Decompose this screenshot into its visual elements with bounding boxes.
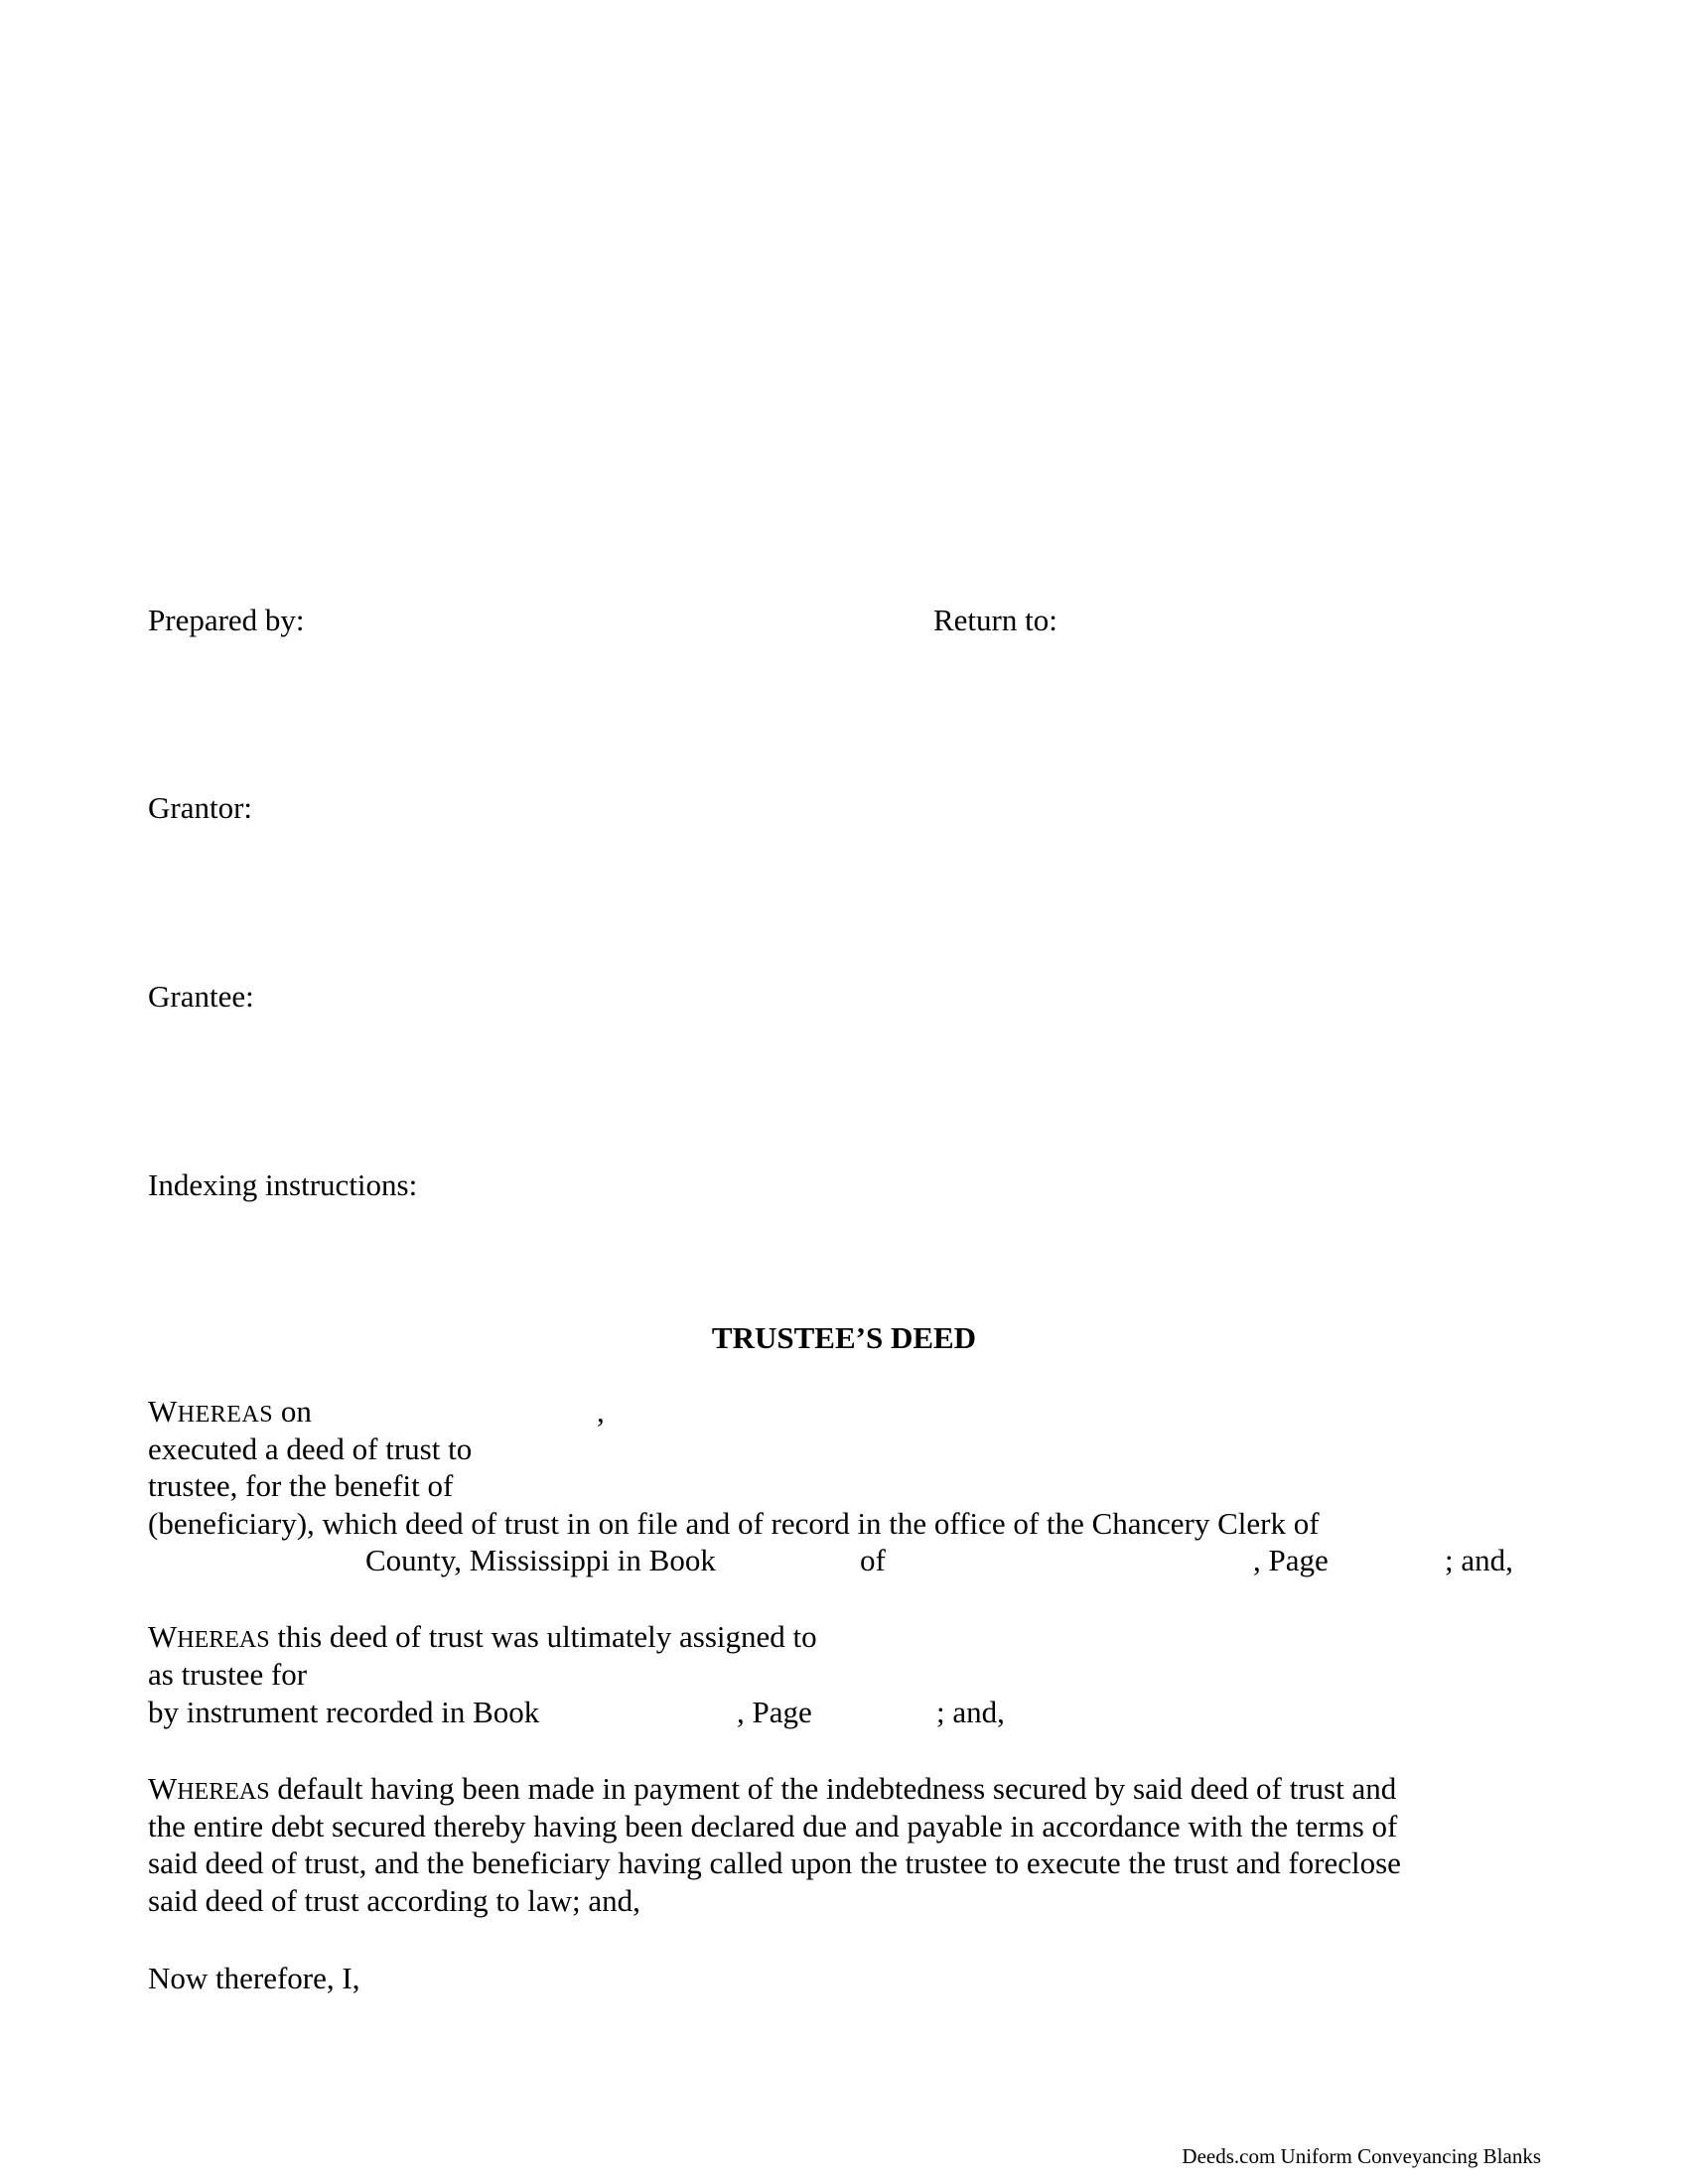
indexing-instructions-label: Indexing instructions:: [148, 1167, 418, 1202]
para1-on: on: [280, 1394, 312, 1429]
para1-page-text: , Page: [1253, 1543, 1329, 1577]
para1-county-text: County, Mississippi in Book: [365, 1543, 716, 1577]
footer-text: Deeds.com Uniform Conveyancing Blanks: [1182, 2144, 1541, 2168]
para2-line1-text: this deed of trust was ultimately assigned to: [277, 1619, 817, 1654]
grantor-label: Grantor:: [148, 790, 253, 825]
para1-line4: (beneficiary), which deed of trust in on file and of record in the office of the Chancery Clerk of: [148, 1506, 1320, 1541]
para1-line3: trustee, for the benefit of: [148, 1468, 454, 1503]
grantee-label: Grantee:: [148, 979, 254, 1014]
para1-line1: [148, 1393, 312, 1433]
para3-whereas: WHEREAS: [148, 1771, 270, 1806]
para3-line1-text: default having been made in payment of the indebtedness secured by said deed of trust and: [277, 1771, 1397, 1806]
para2-page-text: , Page: [737, 1695, 812, 1729]
para1-end-text: ; and,: [1445, 1543, 1513, 1577]
para1-comma: ,: [597, 1394, 605, 1429]
para2-end-text: ; and,: [936, 1695, 1005, 1729]
para3-line1: [148, 1770, 1396, 1811]
para4-line1: Now therefore, I,: [148, 1961, 360, 1995]
para3-line2: the entire debt secured thereby having been declared due and payable in accordance with the terms of: [148, 1809, 1398, 1843]
para3-line3: said deed of trust, and the beneficiary having called upon the trustee to execute the trust and foreclose: [148, 1845, 1401, 1880]
para1-line2: executed a deed of trust to: [148, 1432, 473, 1466]
para2-line2: as trustee for: [148, 1657, 308, 1692]
para1-of-text: of: [860, 1543, 886, 1577]
para1-whereas: WHEREAS: [148, 1394, 274, 1429]
para3-line4: said deed of trust according to law; and,: [148, 1883, 640, 1918]
document-title: TRUSTEE’S DEED: [711, 1320, 977, 1355]
para2-line1: [148, 1618, 817, 1659]
prepared-by-label: Prepared by:: [148, 603, 305, 637]
return-to-label: Return to:: [933, 603, 1057, 637]
para2-book-text: by instrument recorded in Book: [148, 1695, 540, 1729]
para2-whereas: WHEREAS: [148, 1619, 270, 1654]
